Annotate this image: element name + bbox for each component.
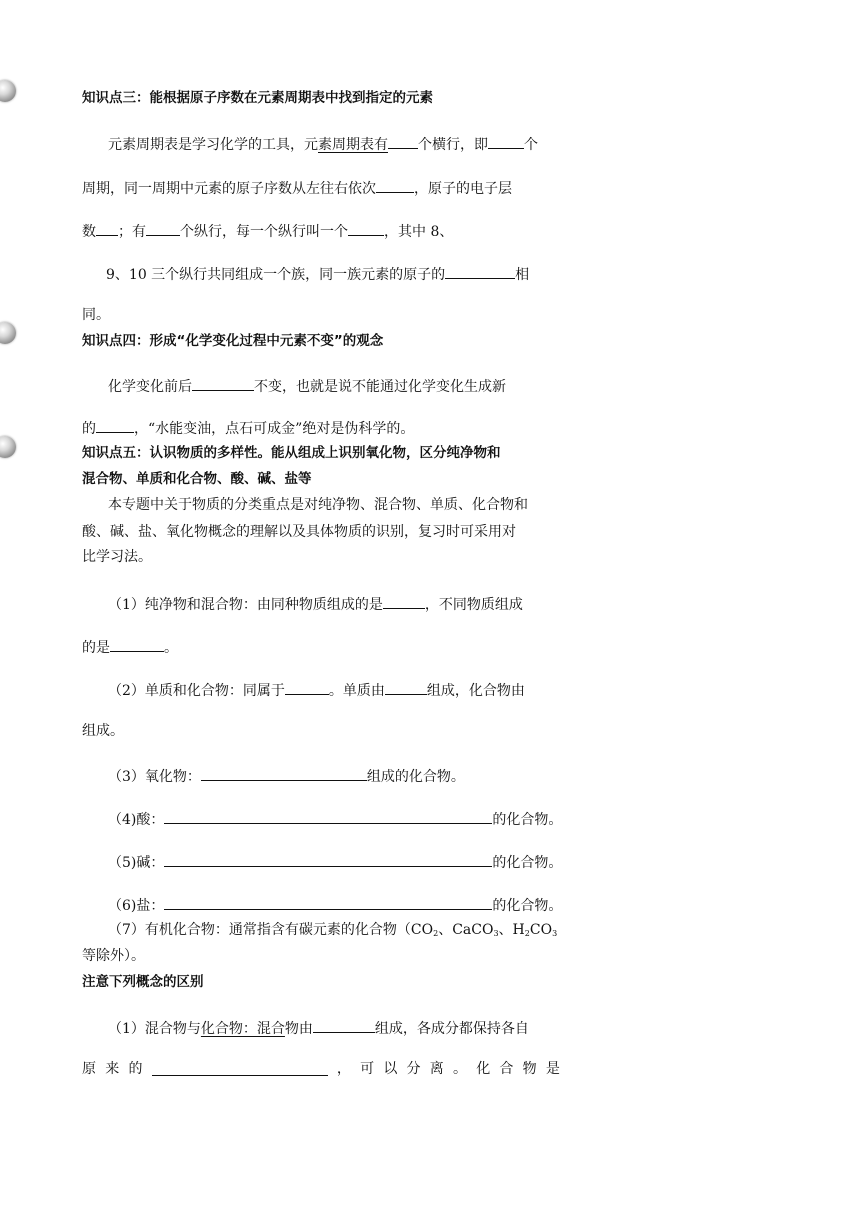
text: 个 bbox=[524, 137, 538, 153]
underlined-text: 素周期表有 bbox=[318, 137, 388, 153]
text: 的化合物。 bbox=[492, 812, 563, 828]
char: 是 bbox=[545, 1061, 560, 1077]
blank[interactable] bbox=[164, 893, 492, 910]
list-item bbox=[108, 592, 523, 615]
blank[interactable] bbox=[376, 176, 414, 193]
section-heading-note: 注意下列概念的区别 bbox=[82, 974, 204, 990]
subscript: 3 bbox=[552, 929, 558, 938]
char: 原 bbox=[82, 1061, 96, 1077]
paragraph-line bbox=[108, 132, 538, 155]
text: （2）单质和化合物：同属于 bbox=[108, 683, 285, 699]
blank[interactable] bbox=[385, 678, 427, 695]
text: （1）纯净物和混合物：由同种物质组成的是 bbox=[108, 597, 383, 613]
list-item bbox=[108, 807, 562, 830]
text: 化学变化前后 bbox=[108, 379, 192, 395]
paragraph-line: 本专题中关于物质的分类重点是对纯净物、混合物、单质、化合物和 bbox=[108, 497, 528, 513]
char: 合 bbox=[499, 1061, 514, 1077]
section-heading-5-cont: 混合物、单质和化合物、酸、碱、盐等 bbox=[82, 471, 312, 487]
char: 以 bbox=[383, 1061, 398, 1077]
blank[interactable] bbox=[96, 219, 118, 236]
text: 相 bbox=[515, 267, 530, 283]
char: ， bbox=[336, 1061, 351, 1077]
paragraph-line: 酸、碱、盐、氧化物概念的理解以及具体物质的识别，复习时可采用对 bbox=[82, 524, 516, 540]
blank[interactable] bbox=[383, 592, 425, 609]
paragraph-line bbox=[108, 1016, 529, 1039]
char: 来 bbox=[105, 1061, 120, 1077]
text: ，不同物质组成 bbox=[424, 597, 523, 613]
list-item-cont: 等除外）。 bbox=[82, 948, 145, 964]
paragraph-line bbox=[106, 262, 529, 285]
text: 物由 bbox=[284, 1021, 313, 1037]
text: 、CaCO bbox=[438, 922, 494, 938]
blank[interactable] bbox=[313, 1016, 375, 1033]
paragraph-line: 比学习法。 bbox=[82, 549, 152, 565]
text: 个横行，即 bbox=[418, 137, 488, 153]
blank[interactable] bbox=[488, 132, 524, 149]
list-item-cont bbox=[82, 635, 178, 658]
subscript: 2 bbox=[524, 929, 530, 938]
binder-hole-3 bbox=[0, 436, 16, 458]
justified-line bbox=[82, 1059, 560, 1079]
text: （7）有机化合物：通常指含有碳元素的化合物（CO bbox=[108, 922, 434, 938]
binder-hole-2 bbox=[0, 322, 16, 344]
list-item-cont: 组成。 bbox=[82, 723, 124, 739]
blank[interactable] bbox=[445, 262, 515, 279]
text: 不变，也就是说不能通过化学变化生成新 bbox=[254, 379, 506, 395]
char: 离 bbox=[429, 1061, 444, 1077]
paragraph-line: 同。 bbox=[82, 307, 110, 323]
char: 可 bbox=[360, 1061, 375, 1077]
text: 的化合物。 bbox=[492, 898, 563, 914]
list-item bbox=[108, 678, 525, 701]
binder-hole-1 bbox=[0, 80, 16, 102]
text: ；有 bbox=[118, 224, 146, 240]
paragraph-line bbox=[82, 219, 453, 242]
text: 、H bbox=[498, 922, 525, 938]
text: ，原子的电子层 bbox=[414, 181, 512, 197]
section-heading-5: 知识点五：认识物质的多样性。能从组成上识别氧化物，区分纯净物和 bbox=[82, 445, 501, 461]
subscript: 3 bbox=[493, 929, 499, 938]
char: 物 bbox=[522, 1061, 537, 1077]
blank[interactable] bbox=[164, 807, 492, 824]
text: CO bbox=[529, 922, 553, 938]
list-item bbox=[108, 893, 562, 916]
text: 数 bbox=[82, 224, 96, 240]
text: （3）氧化物： bbox=[108, 769, 201, 785]
blank[interactable] bbox=[152, 1059, 328, 1076]
blank[interactable] bbox=[146, 219, 180, 236]
text: ，“水能变油，点石可成金”绝对是伪科学的。 bbox=[134, 421, 415, 437]
text: 元素周期表是学习化学的工具，元 bbox=[108, 137, 318, 153]
blank[interactable] bbox=[348, 219, 384, 236]
underlined-text: 化合物：混合 bbox=[200, 1021, 285, 1037]
paragraph-line bbox=[82, 176, 512, 199]
blank[interactable] bbox=[388, 132, 418, 149]
text: 的是 bbox=[82, 640, 110, 656]
char: 分 bbox=[406, 1061, 421, 1077]
char: 的 bbox=[128, 1061, 143, 1077]
text: 9、10 三个纵行共同组成一个族，同一族元素的原子的 bbox=[106, 267, 446, 283]
blank[interactable] bbox=[192, 374, 254, 391]
text: 。单质由 bbox=[328, 683, 385, 699]
list-item bbox=[108, 920, 557, 944]
blank[interactable] bbox=[110, 635, 164, 652]
text: （6)盐： bbox=[108, 898, 165, 914]
subscript: 2 bbox=[433, 929, 439, 938]
paragraph-line bbox=[82, 416, 414, 439]
list-item bbox=[108, 850, 562, 873]
blank[interactable] bbox=[164, 850, 492, 867]
section-heading-3: 知识点三：能根据原子序数在元素周期表中找到指定的元素 bbox=[82, 90, 433, 106]
char: 。 bbox=[452, 1061, 467, 1077]
text: （4)酸： bbox=[108, 812, 165, 828]
text: 的 bbox=[82, 421, 96, 437]
text: 个纵行，每一个纵行叫一个 bbox=[180, 224, 348, 240]
list-item bbox=[108, 764, 465, 787]
text: 组成，化合物由 bbox=[426, 683, 525, 699]
text: （1）混合物与 bbox=[108, 1021, 201, 1037]
text: 。 bbox=[164, 640, 178, 656]
text: 周期，同一周期中元素的原子序数从左往右依次 bbox=[82, 181, 376, 197]
text: 组成，各成分都保持各自 bbox=[374, 1021, 529, 1037]
text: 的化合物。 bbox=[492, 855, 563, 871]
section-heading-4: 知识点四：形成“化学变化过程中元素不变”的观念 bbox=[82, 333, 384, 349]
paragraph-line bbox=[108, 374, 506, 397]
text: （5)碱： bbox=[108, 855, 165, 871]
blank[interactable] bbox=[96, 416, 134, 433]
blank[interactable] bbox=[285, 678, 329, 695]
text: ，其中 8、 bbox=[384, 224, 454, 240]
char: 化 bbox=[476, 1061, 491, 1077]
blank[interactable] bbox=[201, 764, 367, 781]
text: 组成的化合物。 bbox=[366, 769, 465, 785]
